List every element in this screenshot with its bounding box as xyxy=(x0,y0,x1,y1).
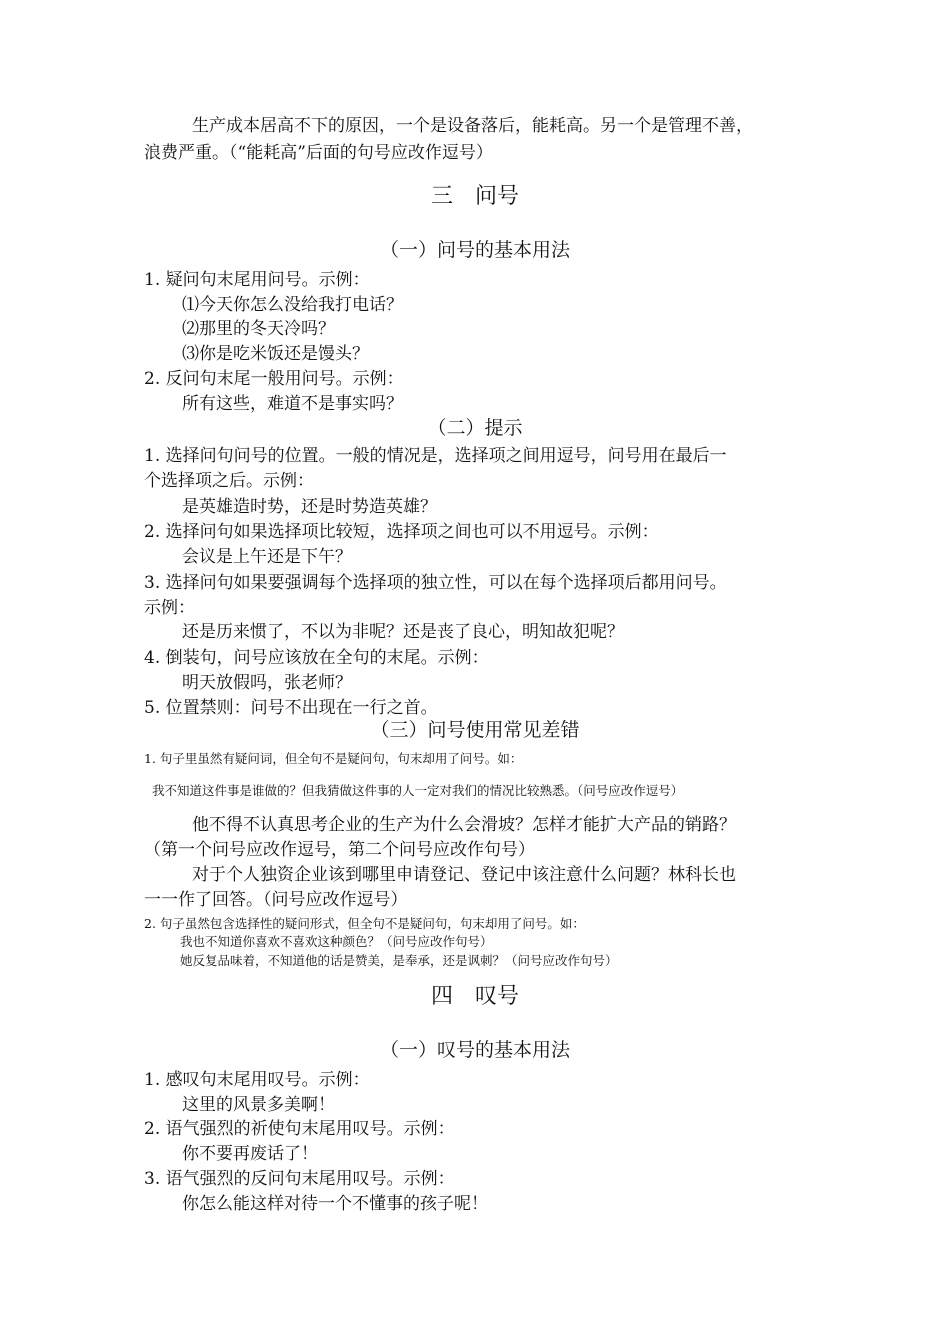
example-line: 所有这些，难道不是事实吗？ xyxy=(182,394,403,414)
paragraph-line: 他不得不认真思考企业的生产为什么会滑坡？怎样才能扩大产品的销路？ xyxy=(192,815,736,835)
subsection-heading: （一）叹号的基本用法 xyxy=(379,1039,570,1061)
list-item: 3. 语气强烈的反问句末尾用叹号。示例： xyxy=(144,1169,455,1189)
subsection-heading: （三）问号使用常见差错 xyxy=(370,719,580,741)
list-item: 1. 感叹句末尾用叹号。示例： xyxy=(144,1070,370,1090)
list-item: 2. 选择问句如果选择项比较短，选择项之间也可以不用逗号。示例： xyxy=(144,522,659,542)
list-item: 2. 反问句末尾一般用问号。示例： xyxy=(144,369,404,389)
example-line: 明天放假吗，张老师？ xyxy=(182,673,352,693)
list-item: 2. 语气强烈的祈使句末尾用叹号。示例： xyxy=(144,1119,455,1139)
list-item: 4. 倒装句，问号应该放在全句的末尾。示例： xyxy=(144,648,489,668)
paragraph-line: 生产成本居高不下的原因，一个是设备落后，能耗高。另一个是管理不善， xyxy=(192,116,753,136)
subsection-heading: （二）提示 xyxy=(427,417,523,439)
example-line: 这里的风景多美啊！ xyxy=(182,1095,335,1115)
list-item: 1. 选择问句问号的位置。一般的情况是，选择项之间用逗号，问号用在最后一 xyxy=(144,446,727,466)
example-line: 你不要再废话了！ xyxy=(182,1144,318,1164)
list-item: 3. 选择问句如果要强调每个选择项的独立性，可以在每个选择项后都用问号。 xyxy=(144,573,727,593)
list-item: 个选择项之后。示例： xyxy=(144,471,314,491)
example-line: ⑴今天你怎么没给我打电话？ xyxy=(182,295,403,315)
example-line: 还是历来惯了，不以为非呢？还是丧了良心，明知故犯呢？ xyxy=(182,622,624,642)
list-item: 2. 句子虽然包含选择性的疑问形式，但全句不是疑问句，句末却用了问号。如： xyxy=(144,916,585,931)
list-item: 1. 疑问句末尾用问号。示例： xyxy=(144,270,370,290)
example-line: 我不知道这件事是谁做的？但我猜做这件事的人一定对我们的情况比较熟悉。（问号应改作逗号） xyxy=(152,783,684,798)
example-line: 你怎么能这样对待一个不懂事的孩子呢！ xyxy=(182,1194,488,1214)
example-line: 我也不知道你喜欢不喜欢这种颜色？（问号应改作句号） xyxy=(180,934,493,949)
paragraph-line: （第一个问号应改作逗号，第二个问号应改作句号） xyxy=(144,840,535,860)
example-line: ⑵那里的冬天冷吗？ xyxy=(182,319,335,339)
example-line: 她反复品味着，不知道他的话是赞美，是奉承，还是讽刺？（问号应改作句号） xyxy=(180,953,618,968)
example-line: 会议是上午还是下午？ xyxy=(182,547,352,567)
paragraph-line: 浪费严重。（“能耗高”后面的句号应改作逗号） xyxy=(144,143,493,163)
list-item: 示例： xyxy=(144,598,195,618)
list-item: 5. 位置禁则：问号不出现在一行之首。 xyxy=(144,698,438,718)
section-heading: 四 叹号 xyxy=(430,984,519,1009)
list-item: 1. 句子里虽然有疑问词，但全句不是疑问句，句末却用了问号。如： xyxy=(144,751,523,766)
example-line: ⑶你是吃米饭还是馒头？ xyxy=(182,344,369,364)
subsection-heading: （一）问号的基本用法 xyxy=(379,239,570,261)
paragraph-line: 一一作了回答。（问号应改作逗号） xyxy=(144,890,408,910)
example-line: 是英雄造时势，还是时势造英雄？ xyxy=(182,497,437,517)
section-heading: 三 问号 xyxy=(430,184,519,209)
paragraph-line: 对于个人独资企业该到哪里申请登记、登记中该注意什么问题？林科长也 xyxy=(192,865,736,885)
